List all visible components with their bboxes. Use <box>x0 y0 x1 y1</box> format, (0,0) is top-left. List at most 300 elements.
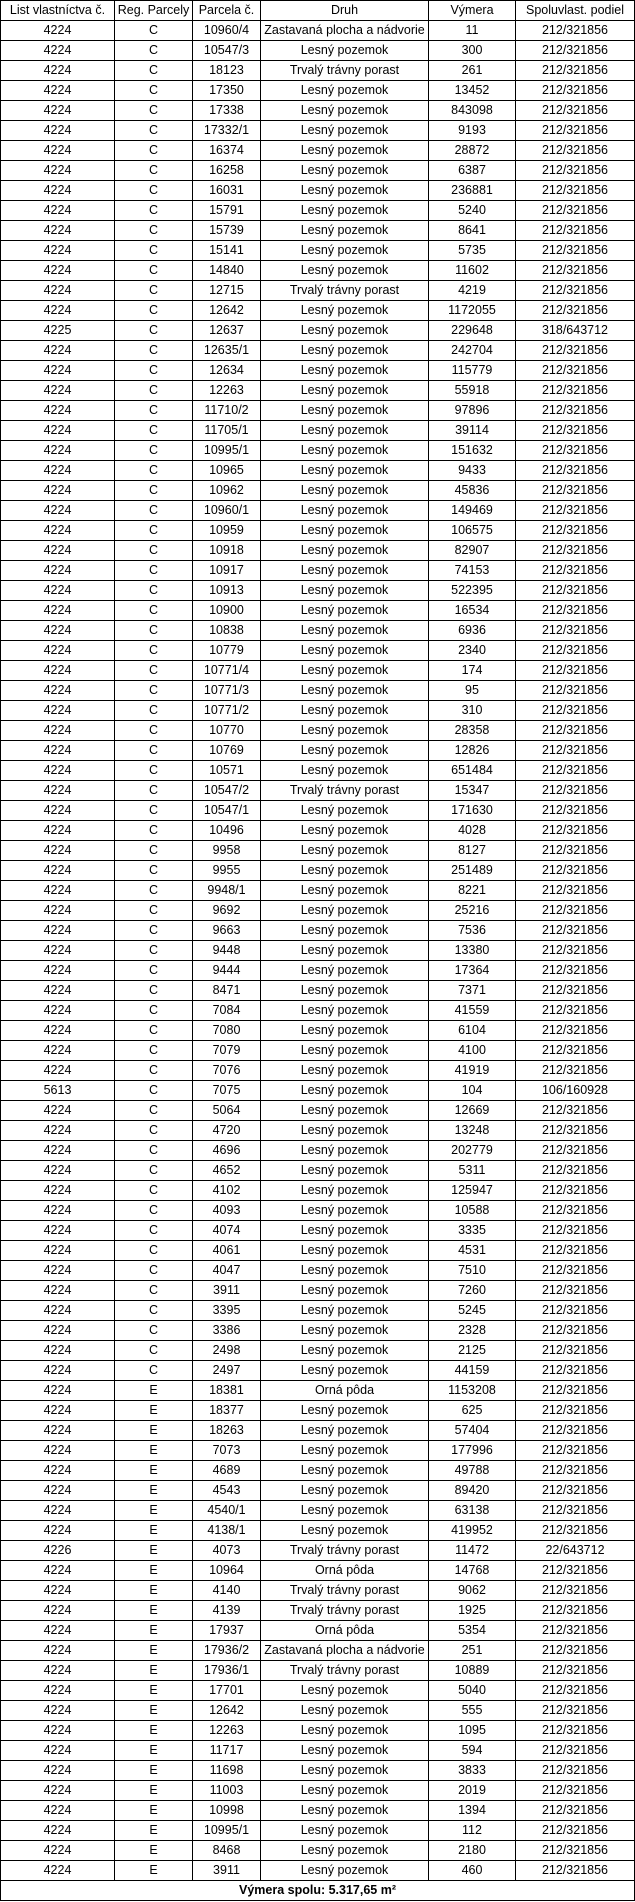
cell-vymera: 49788 <box>429 1461 516 1481</box>
cell-list-vlastnictva: 4224 <box>1 381 115 401</box>
cell-spoluvlast-podiel: 212/321856 <box>516 1001 635 1021</box>
cell-list-vlastnictva: 4224 <box>1 181 115 201</box>
cell-vymera: 16534 <box>429 601 516 621</box>
cell-vymera: 651484 <box>429 761 516 781</box>
table-row <box>1 261 635 281</box>
table-row <box>1 1221 635 1241</box>
table-row <box>1 61 635 81</box>
cell-reg-parcely: C <box>115 281 193 301</box>
table-row <box>1 1841 635 1861</box>
cell-reg-parcely: C <box>115 341 193 361</box>
cell-parcela-cislo: 4093 <box>193 1201 261 1221</box>
cell-parcela-cislo: 7075 <box>193 1081 261 1101</box>
table-row <box>1 521 635 541</box>
table-row <box>1 381 635 401</box>
cell-list-vlastnictva: 4224 <box>1 61 115 81</box>
table-row <box>1 1401 635 1421</box>
table-row <box>1 1021 635 1041</box>
cell-parcela-cislo: 11710/2 <box>193 401 261 421</box>
cell-spoluvlast-podiel: 212/321856 <box>516 1301 635 1321</box>
cell-spoluvlast-podiel: 212/321856 <box>516 281 635 301</box>
cell-spoluvlast-podiel: 212/321856 <box>516 141 635 161</box>
cell-vymera: 2328 <box>429 1321 516 1341</box>
cell-vymera: 39114 <box>429 421 516 441</box>
cell-list-vlastnictva: 4224 <box>1 1221 115 1241</box>
cell-spoluvlast-podiel: 212/321856 <box>516 1761 635 1781</box>
cell-vymera: 3335 <box>429 1221 516 1241</box>
cell-spoluvlast-podiel: 212/321856 <box>516 1621 635 1641</box>
cell-vymera: 1095 <box>429 1721 516 1741</box>
cell-druh: Lesný pozemok <box>261 1741 429 1761</box>
cell-list-vlastnictva: 4224 <box>1 581 115 601</box>
cell-parcela-cislo: 10959 <box>193 521 261 541</box>
table-row <box>1 101 635 121</box>
table-row <box>1 1481 635 1501</box>
cell-vymera: 9193 <box>429 121 516 141</box>
table-row <box>1 901 635 921</box>
cell-reg-parcely: C <box>115 21 193 41</box>
cell-vymera: 229648 <box>429 321 516 341</box>
cell-vymera: 251 <box>429 1641 516 1661</box>
cell-spoluvlast-podiel: 212/321856 <box>516 1501 635 1521</box>
cell-reg-parcely: C <box>115 421 193 441</box>
cell-reg-parcely: C <box>115 1121 193 1141</box>
cell-vymera: 151632 <box>429 441 516 461</box>
cell-reg-parcely: E <box>115 1541 193 1561</box>
cell-reg-parcely: C <box>115 561 193 581</box>
table-row <box>1 601 635 621</box>
cell-spoluvlast-podiel: 212/321856 <box>516 441 635 461</box>
cell-vymera: 8221 <box>429 881 516 901</box>
cell-druh: Lesný pozemok <box>261 541 429 561</box>
cell-list-vlastnictva: 4224 <box>1 1041 115 1061</box>
cell-list-vlastnictva: 4224 <box>1 1141 115 1161</box>
cell-reg-parcely: C <box>115 661 193 681</box>
cell-parcela-cislo: 10771/2 <box>193 701 261 721</box>
cell-parcela-cislo: 18381 <box>193 1381 261 1401</box>
cell-spoluvlast-podiel: 212/321856 <box>516 401 635 421</box>
cell-vymera: 5354 <box>429 1621 516 1641</box>
cell-parcela-cislo: 7079 <box>193 1041 261 1061</box>
cell-reg-parcely: C <box>115 801 193 821</box>
cell-list-vlastnictva: 4224 <box>1 701 115 721</box>
table-row <box>1 681 635 701</box>
cell-druh: Lesný pozemok <box>261 1181 429 1201</box>
cell-list-vlastnictva: 4224 <box>1 661 115 681</box>
cell-list-vlastnictva: 4224 <box>1 1841 115 1861</box>
table-row <box>1 421 635 441</box>
cell-vymera: 843098 <box>429 101 516 121</box>
cell-druh: Lesný pozemok <box>261 381 429 401</box>
cell-list-vlastnictva: 4224 <box>1 1441 115 1461</box>
cell-list-vlastnictva: 4224 <box>1 801 115 821</box>
cell-vymera: 4028 <box>429 821 516 841</box>
cell-list-vlastnictva: 4224 <box>1 81 115 101</box>
cell-vymera: 5245 <box>429 1301 516 1321</box>
cell-list-vlastnictva: 4224 <box>1 1641 115 1661</box>
cell-vymera: 115779 <box>429 361 516 381</box>
cell-druh: Lesný pozemok <box>261 1061 429 1081</box>
cell-reg-parcely: E <box>115 1821 193 1841</box>
cell-druh: Lesný pozemok <box>261 721 429 741</box>
cell-vymera: 2019 <box>429 1781 516 1801</box>
cell-parcela-cislo: 4138/1 <box>193 1521 261 1541</box>
table-row <box>1 1861 635 1881</box>
cell-reg-parcely: C <box>115 1101 193 1121</box>
cell-spoluvlast-podiel: 212/321856 <box>516 1681 635 1701</box>
cell-parcela-cislo: 3395 <box>193 1301 261 1321</box>
table-row <box>1 21 635 41</box>
cell-spoluvlast-podiel: 212/321856 <box>516 121 635 141</box>
cell-reg-parcely: C <box>115 981 193 1001</box>
cell-spoluvlast-podiel: 212/321856 <box>516 481 635 501</box>
cell-spoluvlast-podiel: 212/321856 <box>516 1421 635 1441</box>
cell-list-vlastnictva: 4224 <box>1 1261 115 1281</box>
table-row <box>1 781 635 801</box>
cell-spoluvlast-podiel: 212/321856 <box>516 461 635 481</box>
cell-druh: Lesný pozemok <box>261 1801 429 1821</box>
cell-reg-parcely: C <box>115 461 193 481</box>
cell-spoluvlast-podiel: 212/321856 <box>516 541 635 561</box>
cell-reg-parcely: C <box>115 61 193 81</box>
cell-parcela-cislo: 11705/1 <box>193 421 261 441</box>
cell-list-vlastnictva: 4224 <box>1 561 115 581</box>
cell-reg-parcely: C <box>115 1021 193 1041</box>
cell-list-vlastnictva: 4224 <box>1 1761 115 1781</box>
cell-list-vlastnictva: 4225 <box>1 321 115 341</box>
cell-spoluvlast-podiel: 212/321856 <box>516 21 635 41</box>
cell-reg-parcely: C <box>115 961 193 981</box>
cell-vymera: 555 <box>429 1701 516 1721</box>
cell-spoluvlast-podiel: 212/321856 <box>516 1821 635 1841</box>
cell-parcela-cislo: 9955 <box>193 861 261 881</box>
header-druh: Druh <box>261 1 429 21</box>
cell-spoluvlast-podiel: 212/321856 <box>516 1401 635 1421</box>
cell-list-vlastnictva: 4224 <box>1 301 115 321</box>
cell-parcela-cislo: 4102 <box>193 1181 261 1201</box>
table-row <box>1 821 635 841</box>
cell-spoluvlast-podiel: 212/321856 <box>516 1201 635 1221</box>
table-row <box>1 581 635 601</box>
cell-spoluvlast-podiel: 212/321856 <box>516 1221 635 1241</box>
table-row <box>1 1321 635 1341</box>
cell-vymera: 177996 <box>429 1441 516 1461</box>
cell-list-vlastnictva: 4224 <box>1 1201 115 1221</box>
table-row <box>1 1781 635 1801</box>
cell-druh: Lesný pozemok <box>261 101 429 121</box>
cell-spoluvlast-podiel: 212/321856 <box>516 941 635 961</box>
cell-druh: Lesný pozemok <box>261 1221 429 1241</box>
cell-druh: Lesný pozemok <box>261 621 429 641</box>
cell-parcela-cislo: 15791 <box>193 201 261 221</box>
cell-spoluvlast-podiel: 212/321856 <box>516 1021 635 1041</box>
cell-reg-parcely: C <box>115 301 193 321</box>
table-row <box>1 941 635 961</box>
cell-list-vlastnictva: 4224 <box>1 1501 115 1521</box>
cell-druh: Lesný pozemok <box>261 401 429 421</box>
table-row <box>1 1521 635 1541</box>
cell-druh: Lesný pozemok <box>261 741 429 761</box>
table-row <box>1 761 635 781</box>
cell-reg-parcely: C <box>115 1261 193 1281</box>
cell-parcela-cislo: 7080 <box>193 1021 261 1041</box>
cell-spoluvlast-podiel: 212/321856 <box>516 381 635 401</box>
cell-list-vlastnictva: 4226 <box>1 1541 115 1561</box>
cell-druh: Lesný pozemok <box>261 1401 429 1421</box>
cell-reg-parcely: C <box>115 201 193 221</box>
cell-spoluvlast-podiel: 212/321856 <box>516 1481 635 1501</box>
cell-parcela-cislo: 10965 <box>193 461 261 481</box>
cell-spoluvlast-podiel: 212/321856 <box>516 601 635 621</box>
table-row <box>1 701 635 721</box>
cell-druh: Trvalý trávny porast <box>261 281 429 301</box>
cell-parcela-cislo: 2498 <box>193 1341 261 1361</box>
cell-vymera: 4531 <box>429 1241 516 1261</box>
table-row <box>1 401 635 421</box>
cell-reg-parcely: C <box>115 541 193 561</box>
table-row <box>1 1801 635 1821</box>
cell-reg-parcely: E <box>115 1481 193 1501</box>
cell-reg-parcely: C <box>115 741 193 761</box>
cell-reg-parcely: C <box>115 681 193 701</box>
cell-parcela-cislo: 10962 <box>193 481 261 501</box>
cell-parcela-cislo: 11003 <box>193 1781 261 1801</box>
cell-list-vlastnictva: 4224 <box>1 1561 115 1581</box>
cell-reg-parcely: C <box>115 221 193 241</box>
cell-druh: Lesný pozemok <box>261 1021 429 1041</box>
cell-druh: Lesný pozemok <box>261 461 429 481</box>
cell-list-vlastnictva: 4224 <box>1 941 115 961</box>
cell-vymera: 236881 <box>429 181 516 201</box>
cell-parcela-cislo: 8471 <box>193 981 261 1001</box>
cell-vymera: 41919 <box>429 1061 516 1081</box>
cell-parcela-cislo: 18123 <box>193 61 261 81</box>
cell-reg-parcely: C <box>115 881 193 901</box>
cell-spoluvlast-podiel: 212/321856 <box>516 881 635 901</box>
cell-druh: Lesný pozemok <box>261 861 429 881</box>
cell-list-vlastnictva: 4224 <box>1 1181 115 1201</box>
cell-list-vlastnictva: 4224 <box>1 221 115 241</box>
cell-reg-parcely: C <box>115 381 193 401</box>
cell-reg-parcely: C <box>115 701 193 721</box>
cell-druh: Orná pôda <box>261 1561 429 1581</box>
table-row <box>1 281 635 301</box>
cell-druh: Lesný pozemok <box>261 881 429 901</box>
cell-spoluvlast-podiel: 212/321856 <box>516 1281 635 1301</box>
table-row <box>1 1041 635 1061</box>
cell-parcela-cislo: 4689 <box>193 1461 261 1481</box>
cell-vymera: 95 <box>429 681 516 701</box>
cell-parcela-cislo: 4047 <box>193 1261 261 1281</box>
cell-spoluvlast-podiel: 212/321856 <box>516 681 635 701</box>
cell-vymera: 5240 <box>429 201 516 221</box>
cell-druh: Lesný pozemok <box>261 1261 429 1281</box>
cell-druh: Lesný pozemok <box>261 1821 429 1841</box>
cell-list-vlastnictva: 4224 <box>1 901 115 921</box>
cell-list-vlastnictva: 4224 <box>1 621 115 641</box>
cell-list-vlastnictva: 4224 <box>1 1861 115 1881</box>
cell-druh: Orná pôda <box>261 1621 429 1641</box>
cell-vymera: 11 <box>429 21 516 41</box>
cell-reg-parcely: E <box>115 1441 193 1461</box>
cell-vymera: 17364 <box>429 961 516 981</box>
cell-list-vlastnictva: 4224 <box>1 881 115 901</box>
cell-druh: Lesný pozemok <box>261 1701 429 1721</box>
cell-parcela-cislo: 16374 <box>193 141 261 161</box>
cell-parcela-cislo: 11717 <box>193 1741 261 1761</box>
table-row <box>1 1601 635 1621</box>
cell-list-vlastnictva: 4224 <box>1 1601 115 1621</box>
cell-vymera: 9062 <box>429 1581 516 1601</box>
cell-parcela-cislo: 12637 <box>193 321 261 341</box>
cell-parcela-cislo: 3911 <box>193 1281 261 1301</box>
cell-spoluvlast-podiel: 212/321856 <box>516 1181 635 1201</box>
table-row <box>1 41 635 61</box>
table-row <box>1 861 635 881</box>
cell-reg-parcely: E <box>115 1661 193 1681</box>
cell-spoluvlast-podiel: 212/321856 <box>516 1361 635 1381</box>
table-row <box>1 1261 635 1281</box>
cell-reg-parcely: C <box>115 621 193 641</box>
cell-parcela-cislo: 16031 <box>193 181 261 201</box>
cell-spoluvlast-podiel: 212/321856 <box>516 421 635 441</box>
cell-parcela-cislo: 10960/4 <box>193 21 261 41</box>
total-area-label: Výmera spolu: 5.317,65 m² <box>1 1881 635 1901</box>
cell-reg-parcely: C <box>115 181 193 201</box>
table-row <box>1 241 635 261</box>
cell-druh: Lesný pozemok <box>261 801 429 821</box>
cell-list-vlastnictva: 4224 <box>1 1001 115 1021</box>
cell-list-vlastnictva: 4224 <box>1 341 115 361</box>
cell-spoluvlast-podiel: 212/321856 <box>516 1861 635 1881</box>
cell-reg-parcely: C <box>115 261 193 281</box>
cell-vymera: 300 <box>429 41 516 61</box>
cell-list-vlastnictva: 4224 <box>1 201 115 221</box>
cell-parcela-cislo: 12635/1 <box>193 341 261 361</box>
cell-list-vlastnictva: 4224 <box>1 721 115 741</box>
cell-list-vlastnictva: 4224 <box>1 21 115 41</box>
cell-parcela-cislo: 17338 <box>193 101 261 121</box>
cell-druh: Lesný pozemok <box>261 261 429 281</box>
cell-spoluvlast-podiel: 212/321856 <box>516 101 635 121</box>
cell-druh: Lesný pozemok <box>261 1101 429 1121</box>
cell-reg-parcely: C <box>115 521 193 541</box>
cell-spoluvlast-podiel: 22/643712 <box>516 1541 635 1561</box>
table-row <box>1 561 635 581</box>
cell-vymera: 522395 <box>429 581 516 601</box>
cell-vymera: 14768 <box>429 1561 516 1581</box>
cell-druh: Lesný pozemok <box>261 981 429 1001</box>
cell-druh: Lesný pozemok <box>261 361 429 381</box>
cell-parcela-cislo: 4720 <box>193 1121 261 1141</box>
cell-vymera: 28358 <box>429 721 516 741</box>
cell-parcela-cislo: 9948/1 <box>193 881 261 901</box>
table-row <box>1 1721 635 1741</box>
cell-reg-parcely: C <box>115 1001 193 1021</box>
cell-vymera: 106575 <box>429 521 516 541</box>
cell-spoluvlast-podiel: 212/321856 <box>516 861 635 881</box>
cell-vymera: 4100 <box>429 1041 516 1061</box>
table-row <box>1 1541 635 1561</box>
cell-spoluvlast-podiel: 212/321856 <box>516 921 635 941</box>
cell-druh: Lesný pozemok <box>261 421 429 441</box>
cell-reg-parcely: C <box>115 501 193 521</box>
table-row <box>1 1381 635 1401</box>
cell-spoluvlast-podiel: 212/321856 <box>516 521 635 541</box>
cell-spoluvlast-podiel: 212/321856 <box>516 801 635 821</box>
table-row <box>1 461 635 481</box>
cell-spoluvlast-podiel: 212/321856 <box>516 1801 635 1821</box>
cell-spoluvlast-podiel: 212/321856 <box>516 1261 635 1281</box>
cell-vymera: 2180 <box>429 1841 516 1861</box>
table-row <box>1 1661 635 1681</box>
cell-reg-parcely: C <box>115 101 193 121</box>
cell-druh: Lesný pozemok <box>261 1361 429 1381</box>
cell-parcela-cislo: 15739 <box>193 221 261 241</box>
table-row <box>1 181 635 201</box>
cell-spoluvlast-podiel: 318/643712 <box>516 321 635 341</box>
table-row <box>1 1741 635 1761</box>
cell-list-vlastnictva: 4224 <box>1 821 115 841</box>
table-body <box>1 21 635 1881</box>
cell-list-vlastnictva: 4224 <box>1 441 115 461</box>
header-reg-parcely: Reg. Parcely <box>115 1 193 21</box>
cell-list-vlastnictva: 4224 <box>1 481 115 501</box>
cell-druh: Lesný pozemok <box>261 1281 429 1301</box>
table-row <box>1 81 635 101</box>
cell-spoluvlast-podiel: 212/321856 <box>516 81 635 101</box>
cell-list-vlastnictva: 4224 <box>1 1421 115 1441</box>
cell-druh: Lesný pozemok <box>261 1141 429 1161</box>
cell-vymera: 10889 <box>429 1661 516 1681</box>
cell-parcela-cislo: 17701 <box>193 1681 261 1701</box>
cell-vymera: 6104 <box>429 1021 516 1041</box>
cell-spoluvlast-podiel: 212/321856 <box>516 161 635 181</box>
cell-spoluvlast-podiel: 212/321856 <box>516 1061 635 1081</box>
cell-druh: Lesný pozemok <box>261 341 429 361</box>
cell-spoluvlast-podiel: 212/321856 <box>516 981 635 1001</box>
table-row <box>1 1621 635 1641</box>
cell-vymera: 1153208 <box>429 1381 516 1401</box>
cell-parcela-cislo: 2497 <box>193 1361 261 1381</box>
cell-list-vlastnictva: 4224 <box>1 961 115 981</box>
cell-list-vlastnictva: 4224 <box>1 681 115 701</box>
table-row <box>1 1081 635 1101</box>
cell-vymera: 7260 <box>429 1281 516 1301</box>
cell-spoluvlast-podiel: 212/321856 <box>516 41 635 61</box>
table-row <box>1 301 635 321</box>
cell-list-vlastnictva: 4224 <box>1 1401 115 1421</box>
cell-parcela-cislo: 12263 <box>193 1721 261 1741</box>
cell-reg-parcely: E <box>115 1521 193 1541</box>
cell-spoluvlast-podiel: 212/321856 <box>516 961 635 981</box>
cell-reg-parcely: C <box>115 1201 193 1221</box>
cell-spoluvlast-podiel: 212/321856 <box>516 1141 635 1161</box>
cell-parcela-cislo: 7073 <box>193 1441 261 1461</box>
header-parcela-cislo: Parcela č. <box>193 1 261 21</box>
cell-parcela-cislo: 10960/1 <box>193 501 261 521</box>
cell-list-vlastnictva: 4224 <box>1 1681 115 1701</box>
table-row <box>1 921 635 941</box>
cell-druh: Trvalý trávny porast <box>261 61 429 81</box>
cell-spoluvlast-podiel: 212/321856 <box>516 201 635 221</box>
cell-spoluvlast-podiel: 212/321856 <box>516 241 635 261</box>
cell-spoluvlast-podiel: 212/321856 <box>516 1341 635 1361</box>
cell-vymera: 57404 <box>429 1421 516 1441</box>
cell-parcela-cislo: 10496 <box>193 821 261 841</box>
cell-list-vlastnictva: 4224 <box>1 761 115 781</box>
cell-parcela-cislo: 12642 <box>193 301 261 321</box>
